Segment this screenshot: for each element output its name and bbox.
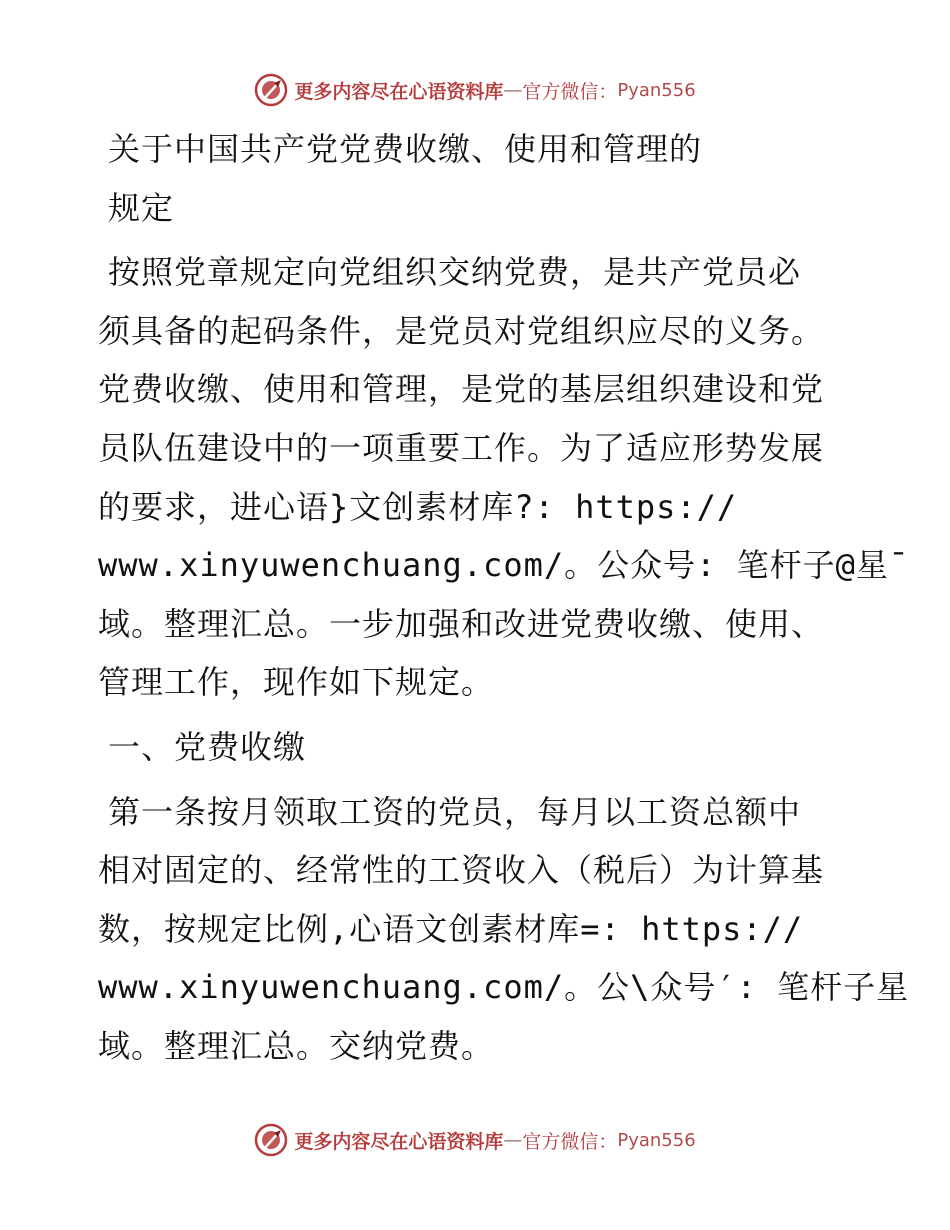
paragraph-line: 按照党章规定向党组织交纳党费，是共产党员必 — [108, 253, 802, 292]
section-heading: 一、党费收缴 — [108, 727, 307, 766]
paragraph-line: www.xinyuwenchuang.com/。公众号: 笔杆子@星¯ — [98, 546, 910, 585]
paragraph-2 — [98, 783, 910, 1076]
banner-contact-label: 官方微信： — [522, 1130, 618, 1153]
paragraph-line: 党费收缴、使用和管理，是党的基层组织建设和党 — [98, 370, 825, 409]
quill-logo-icon — [254, 73, 288, 107]
paragraph-line: 的要求，进心语}文创素材库?: https:// — [98, 487, 738, 526]
paragraph-line: 第一条按月领取工资的党员，每月以工资总额中 — [108, 792, 802, 831]
paragraph-line: 相对固定的、经常性的工资收入（税后）为计算基 — [98, 851, 825, 890]
paragraph-line: 数，按规定比例,心语文创素材库=: https:// — [98, 909, 804, 948]
banner-dash: — — [503, 79, 523, 101]
doc-title-line-1: 关于中国共产党党费收缴、使用和管理的 — [108, 130, 703, 168]
paragraph-line: www.xinyuwenchuang.com/。公\众号′: 笔杆子星 — [98, 968, 910, 1007]
banner-contact-label: 官方微信： — [522, 80, 618, 103]
document-body — [98, 120, 910, 1076]
quill-logo-icon — [254, 1123, 288, 1157]
banner-dash: — — [503, 1129, 523, 1151]
banner-main-text: 更多内容尽在心语资料库 — [294, 80, 504, 103]
header-banner — [0, 70, 950, 110]
banner-contact-id: Pyan556 — [617, 79, 696, 101]
paragraph-line: 域。整理汇总。一步加强和改进党费收缴、使用、 — [98, 604, 825, 643]
paragraph-line: 域。整理汇总。交纳党费。 — [98, 1026, 495, 1065]
paragraph-line: 管理工作，现作如下规定。 — [98, 663, 495, 702]
footer-banner — [0, 1120, 950, 1160]
paragraph-line: 须具备的起码条件，是党员对党组织应尽的义务。 — [98, 311, 825, 350]
paragraph-1 — [98, 243, 910, 712]
paragraph-line: 员队伍建设中的一项重要工作。为了适应形势发展 — [98, 428, 825, 467]
banner-main-text: 更多内容尽在心语资料库 — [294, 1130, 504, 1153]
doc-title-line-2: 规定 — [108, 188, 175, 227]
banner-contact-id: Pyan556 — [617, 1129, 696, 1151]
